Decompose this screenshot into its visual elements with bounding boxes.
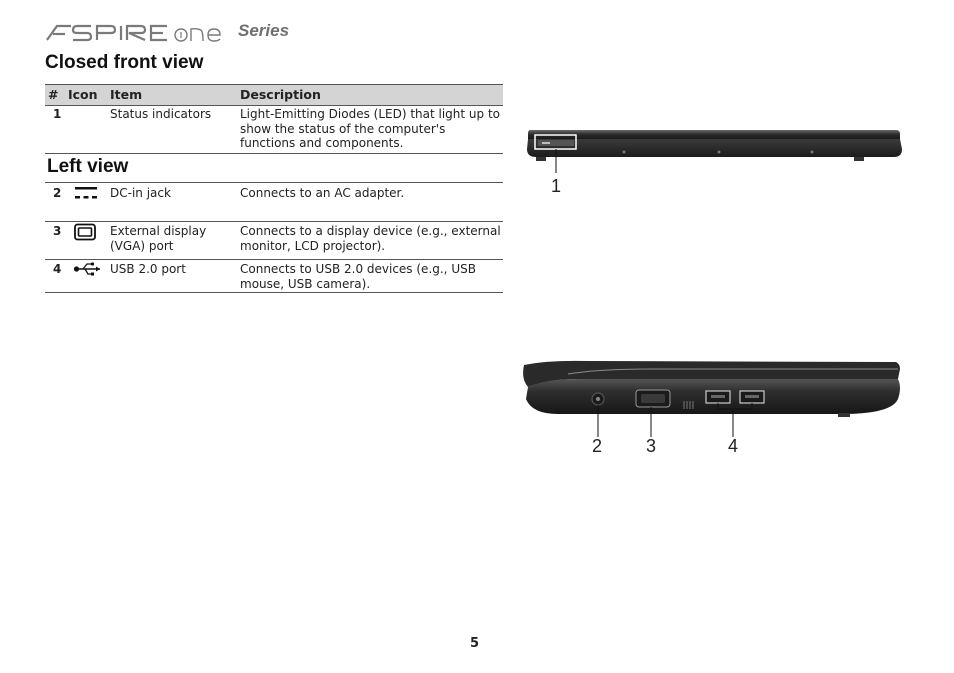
laptop-front-illustration	[524, 125, 904, 200]
table-row	[45, 260, 503, 293]
usb-icon	[73, 261, 103, 281]
table-header	[45, 84, 503, 106]
row-number: 2	[53, 186, 62, 200]
callout-2: 2	[592, 436, 603, 456]
closed-front-view-figure	[524, 125, 904, 200]
header-item: Item	[110, 87, 143, 102]
header-icon: Icon	[68, 87, 98, 102]
row-item: DC-in jack	[110, 186, 171, 200]
laptop-left-illustration	[518, 357, 904, 437]
vga-port-icon	[73, 223, 97, 245]
callout-4: 4	[728, 436, 739, 456]
row-number: 1	[53, 107, 62, 121]
row-number: 3	[53, 224, 62, 238]
aspire-one-logo	[45, 20, 295, 46]
page-number: 5	[470, 636, 480, 651]
row-description: Light-Emitting Diodes (LED) that light up to show the status of the computer's functions and components.	[240, 107, 501, 150]
header-description: Description	[240, 87, 321, 102]
left-view-figure	[518, 357, 904, 467]
callout-1: 1	[551, 176, 562, 196]
row-item: Status indicators	[110, 107, 212, 121]
closed-front-view-title: Closed front view	[45, 52, 204, 73]
header-num: #	[48, 87, 59, 102]
row-description: Connects to USB 2.0 devices (e.g., USB mouse, USB camera).	[240, 262, 476, 291]
row-number: 4	[53, 262, 62, 276]
table-row	[45, 183, 503, 222]
table-row	[45, 222, 503, 260]
table-row	[45, 105, 503, 154]
aspire-one-wordmark	[45, 20, 235, 46]
callout-3: 3	[646, 436, 657, 456]
row-description: Connects to an AC adapter.	[240, 186, 405, 200]
left-view-title: Left view	[47, 156, 129, 177]
row-item: USB 2.0 port	[110, 262, 186, 276]
row-item: External display (VGA) port	[110, 224, 207, 253]
dc-in-icon	[73, 185, 99, 205]
series-label: Series	[238, 21, 290, 40]
row-description: Connects to a display device (e.g., external monitor, LCD projector).	[240, 224, 501, 253]
